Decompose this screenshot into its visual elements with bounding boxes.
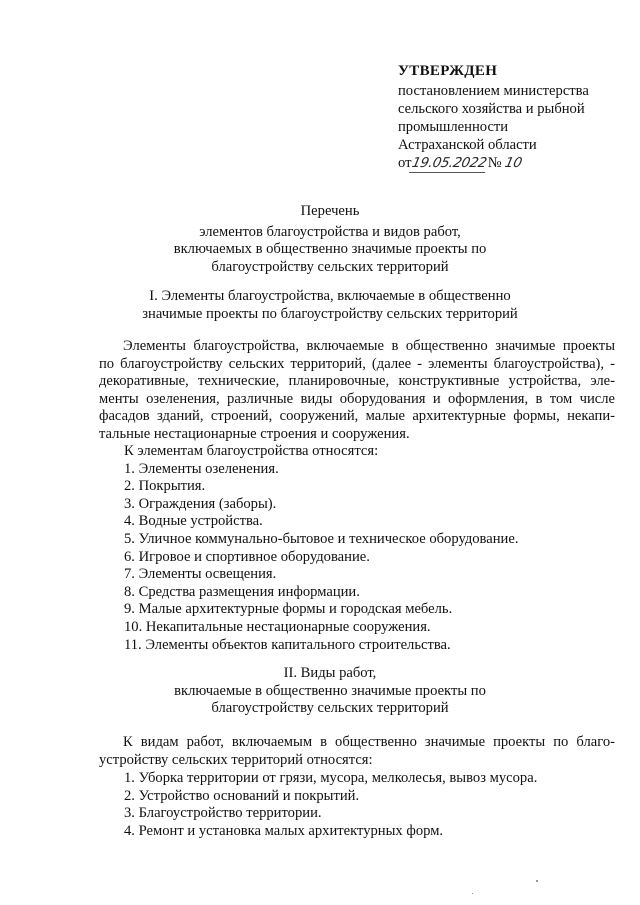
list-item: 11. Элементы объектов капитального строительства. [124, 636, 451, 653]
section-heading-line: II. Виды работ, [283, 665, 377, 681]
paragraph-line: тальные нестационарные строения и сооружения. [99, 425, 410, 442]
section-2-paragraph [99, 734, 615, 769]
number-prefix: № [487, 155, 502, 171]
section-heading-line: I. Элементы благоустройства, включаемые в общественно [149, 288, 511, 304]
approval-date-line [398, 154, 628, 173]
section-1-list [124, 443, 614, 654]
title-line: Перечень [300, 203, 360, 219]
section-heading-line: благоустройству сельских территорий [211, 700, 449, 716]
paragraph-line: декоративные, технические, планировочные, конструктивные устройства, эле- [99, 373, 615, 390]
approval-line: сельского хозяйства и рыбной [398, 101, 585, 117]
scan-speck [472, 893, 473, 894]
paragraph-line: менты озеленения, различные виды оборудования и оформления, в том числе [99, 390, 615, 407]
list-item: 2. Устройство оснований и покрытий. [124, 787, 360, 804]
paragraph-line: Элементы благоустройства, включаемые в общественно значимые проекты [123, 338, 615, 354]
list-intro: К элементам благоустройства относятся: [124, 443, 379, 459]
list-item: 8. Средства размещения информации. [124, 583, 360, 600]
section-1-paragraph [99, 338, 615, 444]
approval-block [398, 62, 628, 173]
section-heading-line: включаемые в общественно значимые проекты по [174, 682, 486, 699]
list-item: 2. Покрытия. [124, 478, 206, 495]
paragraph-line: К видам работ, включаемым в общественно значимые проекты по благо- [123, 734, 615, 750]
list-item: 1. Уборка территории от грязи, мусора, мелколесья, вывоз мусора. [124, 770, 538, 786]
handwritten-number: 10 [503, 155, 524, 171]
approval-line: промышленности [398, 119, 509, 135]
list-item: 7. Элементы освещения. [124, 566, 277, 583]
section-2-list [124, 770, 614, 840]
list-item: 4. Ремонт и установка малых архитектурных форм. [124, 822, 444, 839]
title-line: благоустройству сельских территорий [211, 258, 449, 275]
section-2-heading [60, 665, 600, 718]
date-prefix: от [398, 155, 412, 171]
paragraph-line: фасадов зданий, строений, сооружений, малые архитектурные формы, некапи- [99, 408, 615, 425]
paragraph-line: устройству сельских территорий относятся: [99, 751, 373, 768]
document-title [60, 203, 600, 276]
title-line: элементов благоустройства и видов работ, [199, 223, 461, 240]
list-item: 3. Ограждения (заборы). [124, 495, 277, 512]
list-item: 9. Малые архитектурные формы и городская мебель. [124, 601, 453, 618]
section-1-heading [60, 288, 600, 323]
handwritten-date: 19.05.2022 [410, 155, 489, 171]
approval-title: УТВЕРЖДЕН [398, 63, 498, 79]
section-heading-line: значимые проекты по благоустройству сельских территорий [142, 305, 518, 322]
list-item: 5. Уличное коммунально-бытовое и техническое оборудование. [124, 530, 519, 547]
scan-speck [536, 880, 538, 882]
list-item: 4. Водные устройства. [124, 513, 263, 530]
approval-line: постановлением министерства [398, 83, 589, 99]
paragraph-line: по благоустройству сельских территорий, (далее - элементы благоустройства), - [99, 355, 615, 372]
list-item: 10. Некапитальные нестационарные сооружения. [124, 618, 431, 635]
title-line: включаемых в общественно значимые проекты по [173, 241, 487, 257]
approval-line: Астраханской области [398, 137, 537, 153]
list-item: 6. Игровое и спортивное оборудование. [124, 548, 370, 565]
list-item: 1. Элементы озеленения. [124, 460, 279, 477]
list-item: 3. Благоустройство территории. [124, 805, 322, 822]
